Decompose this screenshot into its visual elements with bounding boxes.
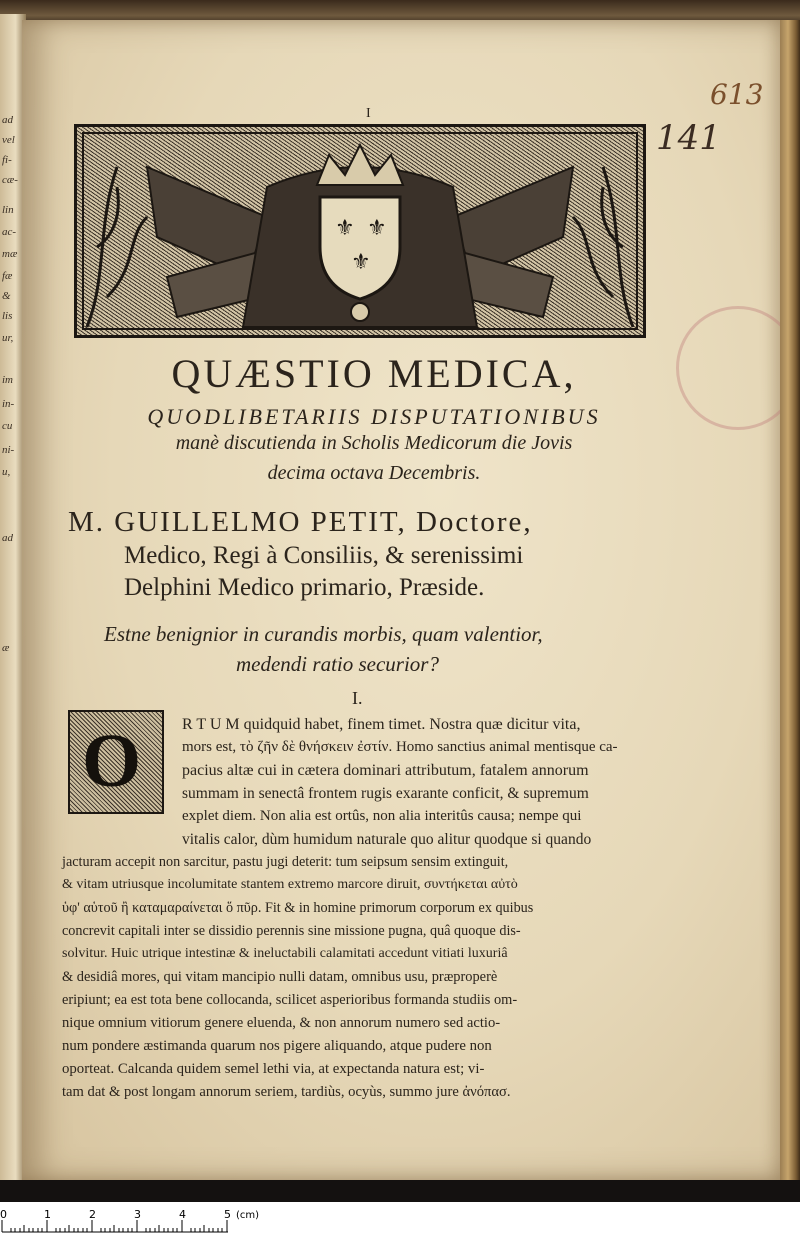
book-page bbox=[22, 20, 782, 1180]
ruler-label: 5 bbox=[224, 1208, 231, 1221]
body-line: ὑφ' αὑτοῦ ἢ καταμαραίνεται ὅ πῦρ. Fit & in homine primorum corporum ex quibus bbox=[62, 900, 534, 916]
title-line-3: manè discutienda in Scholis Medicorum die Jovis bbox=[175, 432, 573, 454]
left-page-fragment: cæ- bbox=[2, 174, 18, 186]
title-main: QUÆSTIO MEDICA, bbox=[171, 351, 577, 396]
president-line-3: Delphini Medico primario, Præside. bbox=[124, 574, 485, 601]
body-line: R T U M quidquid habet, finem timet. Nostra quæ dicitur vita, bbox=[182, 716, 581, 733]
body-line: solvitur. Huic utrique intestinæ & ineluctabili calamitati accedunt vitiati luxuriâ bbox=[62, 946, 508, 961]
ruler-label: 2 bbox=[89, 1208, 96, 1221]
body-line: mors est, τὸ ζῆν δὲ θνήσκειν ἐστίν. Homo sanctius animal mentisque ca- bbox=[182, 739, 618, 755]
title-line-4: decima octava Decembris. bbox=[267, 462, 481, 484]
body-line: pacius altæ cui in cætera dominari attributum, fatalem annorum bbox=[182, 762, 589, 779]
body-line: & vitam utriusque incolumitate stantem extremo marcore diruit, συντήκεται αὐτὸ bbox=[62, 877, 518, 892]
left-page-fragment: ur, bbox=[2, 332, 14, 344]
body-line: num pondere æstimanda quarum nos pigere aliquando, atque pudere non bbox=[62, 1038, 492, 1054]
left-page-fragment: vel bbox=[2, 134, 15, 146]
ruler-label: 3 bbox=[134, 1208, 141, 1221]
body-line: tam dat & post longam annorum seriem, tardiùs, ocyùs, summo jure ἀνόπασ. bbox=[62, 1084, 511, 1100]
left-page-fragment: ad bbox=[2, 532, 13, 544]
left-page-fragment: in- bbox=[2, 398, 15, 410]
left-page-fragment: ni- bbox=[2, 444, 15, 456]
decorated-initial bbox=[68, 710, 164, 814]
left-page-fragment: ad bbox=[2, 114, 13, 126]
left-page-fragment: lin bbox=[2, 204, 14, 216]
title-subtitle: QUODLIBETARIIS DISPUTATIONIBUS bbox=[147, 404, 601, 429]
left-page-fragment: im bbox=[2, 374, 13, 386]
left-page-fragment: & bbox=[2, 290, 11, 302]
body-line: nique omnium vitiorum genere eluenda, & non annorum numero sed actio- bbox=[62, 1015, 501, 1031]
measurement-ruler bbox=[0, 1180, 800, 1243]
body-line: explet diem. Non alia est ortûs, non alia interitûs causa; nempe qui bbox=[182, 808, 582, 824]
president-line-2: Medico, Regi à Consiliis, & serenissimi bbox=[124, 542, 524, 569]
ruler-label: 0 bbox=[0, 1208, 7, 1221]
book-fore-edge bbox=[780, 20, 800, 1180]
body-line: jacturam accepit non sarcitur, pastu jugi deterit: tum seipsum sensim extinguit, bbox=[62, 854, 509, 870]
body-line: oporteat. Calcanda quidem semel lethi via, at expectanda natura est; vi- bbox=[62, 1061, 485, 1077]
handwritten-side-number: 141 bbox=[656, 118, 721, 158]
left-page-fragment: mæ bbox=[2, 248, 18, 260]
section-number: I. bbox=[352, 688, 363, 708]
question-line-1: Estne benignior in curandis morbis, quam valentior, bbox=[104, 622, 543, 646]
ruler-label: 4 bbox=[179, 1208, 186, 1221]
handwritten-folio-number: 613 bbox=[710, 78, 764, 111]
engraved-headpiece bbox=[74, 124, 646, 338]
initial-letter: O bbox=[82, 719, 142, 803]
ruler-label: 1 bbox=[44, 1208, 51, 1221]
body-line: eripiunt; ea est tota bene collocanda, scilicet asperioribus formanda studiis om- bbox=[62, 992, 518, 1008]
ruler-unit: (cm) bbox=[236, 1210, 260, 1221]
body-line: vitalis calor, dùm humidum naturale quo alitur quodque si quando bbox=[182, 831, 592, 848]
left-page-fragment: æ bbox=[2, 642, 10, 654]
royal-arms-engraving bbox=[77, 127, 643, 335]
left-page-fragment: fæ bbox=[2, 270, 13, 282]
left-page-fragment: ac- bbox=[2, 226, 17, 238]
left-page-fragment: cu bbox=[2, 420, 13, 432]
body-line: & desidiâ mores, qui vitam mancipio nulli datam, omnibus usu, præproperè bbox=[62, 969, 498, 985]
svg-text:⚜: ⚜ bbox=[367, 216, 387, 241]
question-line-2: medendi ratio securior? bbox=[236, 652, 439, 676]
svg-text:⚜: ⚜ bbox=[335, 216, 355, 241]
svg-text:⚜: ⚜ bbox=[351, 250, 371, 275]
left-page-fragment: lis bbox=[2, 310, 13, 322]
page-number: I bbox=[366, 106, 371, 121]
president-line-1: M. GUILLELMO PETIT, Doctore, bbox=[68, 506, 533, 538]
left-page-fragment: u, bbox=[2, 466, 11, 478]
body-line: concrevit capitali inter se dissidio perennis sine missione pugna, quâ quoque dis- bbox=[62, 923, 521, 939]
left-page-fragment: fi- bbox=[2, 154, 12, 166]
body-line: summam in senectâ frontem rugis exarante conficit, & supremum bbox=[182, 785, 589, 802]
